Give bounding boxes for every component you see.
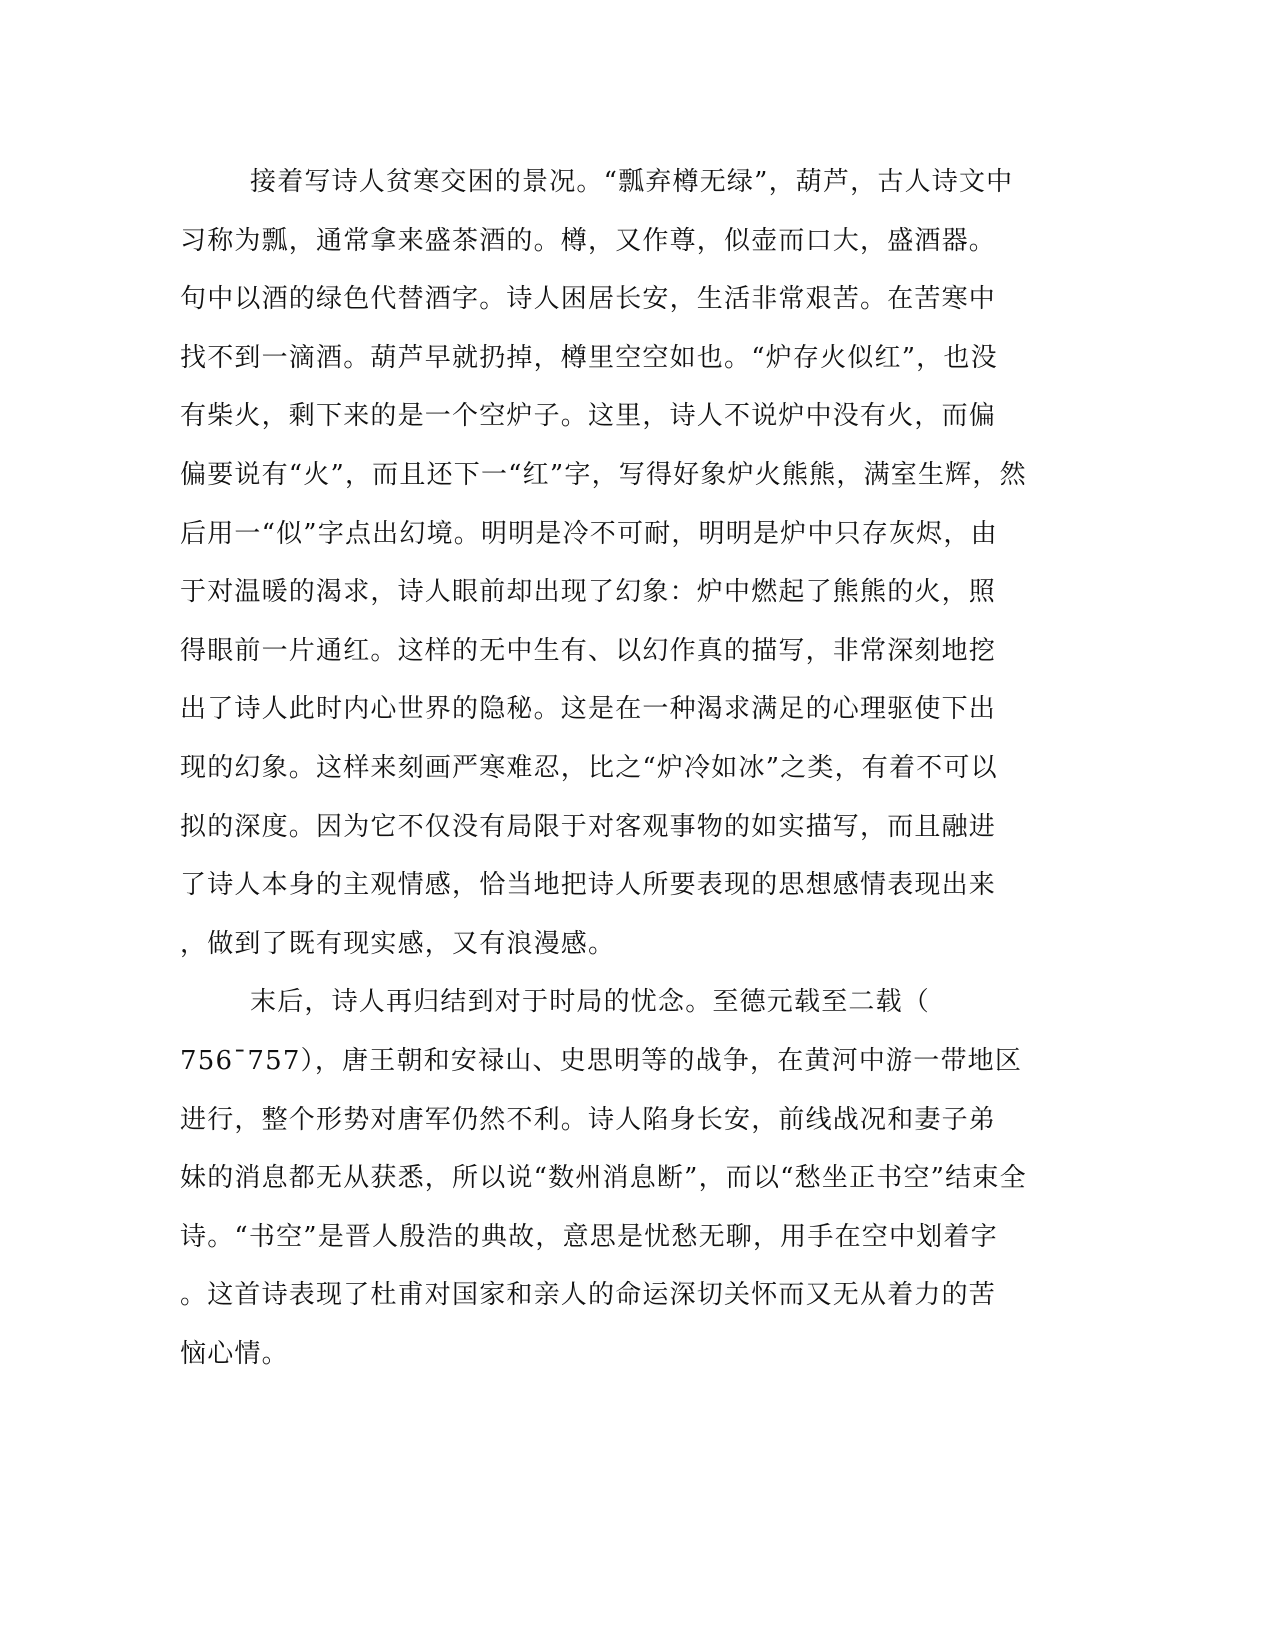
text-line: 偏要说有“火”，而且还下一“红”字，写得好象炉火熊熊，满室生辉，然 (180, 459, 1027, 490)
text-line: 句中以酒的绿色代替酒字。诗人困居长安，生活非常艰苦。在苦寒中 (180, 284, 997, 315)
text-line: 后用一“似”字点出幻境。明明是冷不可耐，明明是炉中只存灰烬，由 (180, 518, 998, 549)
text-line: 756¯757），唐王朝和安禄山、史思明等的战争，在黄河中游一带地区 (180, 1045, 1023, 1076)
text-line: 妹的消息都无从获悉，所以说“数州消息断”，而以“愁坐正书空”结束全 (180, 1163, 1027, 1194)
text-line: 于对温暖的渴求，诗人眼前却出现了幻象：炉中燃起了熊熊的火，照 (180, 577, 997, 608)
text-line: 末后，诗人再归结到对于时局的忧念。至德元载至二载（ (250, 987, 931, 1018)
text-line: 现的幻象。这样来刻画严寒难忍，比之“炉冷如冰”之类，有着不可以 (180, 752, 998, 783)
text-line: 出了诗人此时内心世界的隐秘。这是在一种渴求满足的心理驱使下出 (180, 694, 997, 725)
paragraph-1 (180, 153, 1040, 973)
text-line: 习称为瓢，通常拿来盛茶酒的。樽，又作尊，似壶而口大，盛酒器。 (180, 225, 997, 256)
paragraph-2 (180, 973, 1040, 1383)
text-line: 有柴火，剩下来的是一个空炉子。这里，诗人不说炉中没有火，而偏 (180, 401, 997, 432)
body-text (180, 153, 1040, 1383)
text-line: 恼心情。 (180, 1338, 289, 1369)
text-line: 。这首诗表现了杜甫对国家和亲人的命运深切关怀而又无从着力的苦 (180, 1280, 997, 1311)
text-line: ，做到了既有现实感，又有浪漫感。 (180, 928, 616, 959)
text-line: 得眼前一片通红。这样的无中生有、以幻作真的描写，非常深刻地挖 (180, 635, 997, 666)
text-line: 拟的深度。因为它不仅没有局限于对客观事物的如实描写，而且融进 (180, 811, 997, 842)
text-line: 找不到一滴酒。葫芦早就扔掉，樽里空空如也。“炉存火似红”，也没 (180, 342, 998, 373)
text-line: 接着写诗人贫寒交困的景况。“瓢弃樽无绿”，葫芦，古人诗文中 (250, 167, 1014, 197)
text-line: 诗。“书空”是晋人殷浩的典故，意思是忧愁无聊，用手在空中划着字 (180, 1221, 998, 1252)
text-line: 进行，整个形势对唐军仍然不利。诗人陷身长安，前线战况和妻子弟 (180, 1104, 997, 1135)
text-line: 了诗人本身的主观情感，恰当地把诗人所要表现的思想感情表现出来 (180, 870, 997, 901)
